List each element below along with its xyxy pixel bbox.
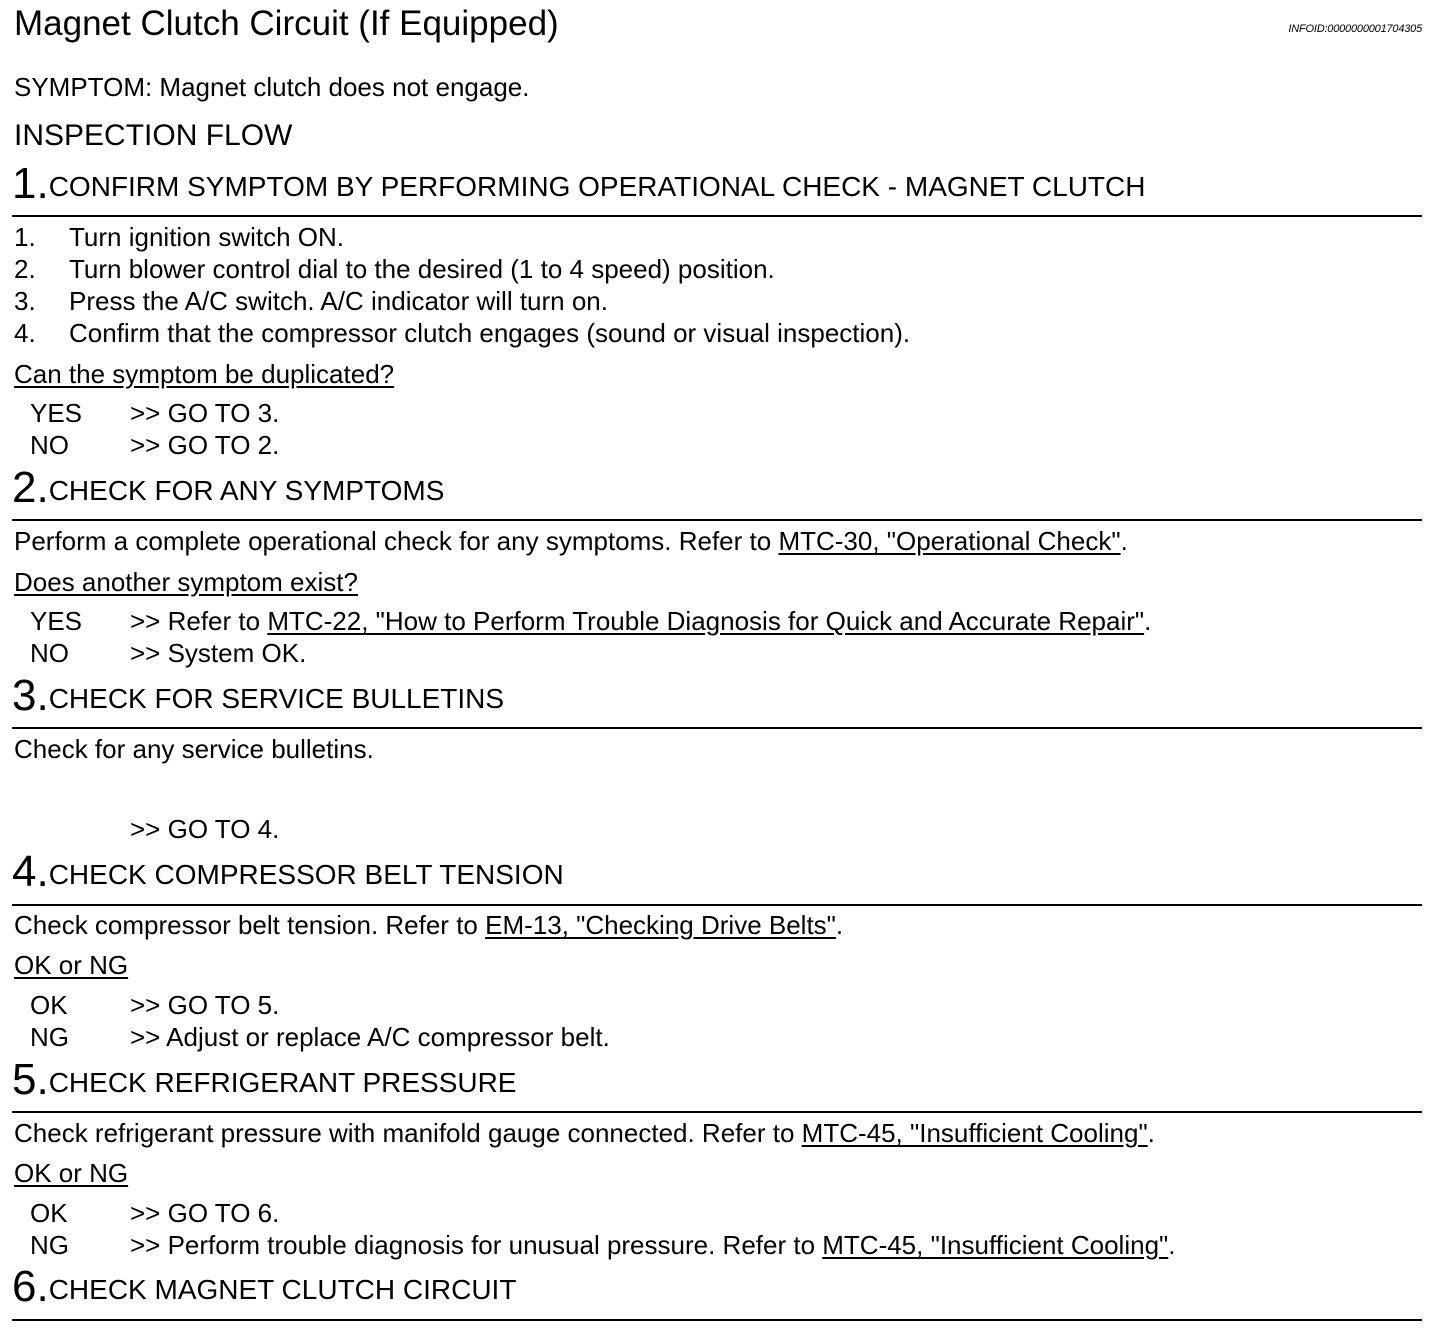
- step-5-title: CHECK REFRIGERANT PRESSURE: [48, 1067, 517, 1098]
- step-2-heading: [12, 463, 445, 512]
- answer-text-suffix: .: [1144, 606, 1152, 636]
- step-5-answer-ng: [30, 1230, 1176, 1260]
- step-4-heading: [12, 847, 564, 896]
- link-mtc-22-trouble-diagnosis[interactable]: MTC-22, "How to Perform Trouble Diagnosis for Quick and Accurate Repair": [267, 606, 1145, 636]
- step-5-divider: [12, 1111, 1422, 1113]
- answer-text: >> Perform trouble diagnosis for unusual pressure. Refer to: [130, 1230, 823, 1260]
- link-em-13-checking-drive-belts[interactable]: EM-13, "Checking Drive Belts": [485, 910, 836, 940]
- answer-label: NG: [30, 1022, 69, 1052]
- answer-label: OK: [30, 1198, 68, 1228]
- step-2-question: Does another symptom exist?: [14, 567, 358, 597]
- link-mtc-45-insufficient-cooling[interactable]: MTC-45, "Insufficient Cooling": [801, 1118, 1148, 1148]
- step-5-question: OK or NG: [14, 1158, 129, 1188]
- step-1-divider: [12, 215, 1422, 217]
- step-5-answer-ok: [30, 1198, 279, 1228]
- step-6-divider: [12, 1319, 1422, 1321]
- info-id: INFOID:0000000001704305: [1288, 23, 1422, 35]
- body-text: Check refrigerant pressure with manifold gauge connected. Refer to: [14, 1118, 802, 1148]
- list-item-number: 3.: [14, 286, 36, 316]
- list-item-number: 4.: [14, 318, 36, 348]
- step-4-number: 4.: [12, 847, 49, 896]
- list-item-text: Turn blower control dial to the desired (1 to 4 speed) position.: [69, 254, 775, 284]
- step-1-item-3: [14, 286, 608, 316]
- step-4-question: OK or NG: [14, 950, 129, 980]
- answer-label: OK: [30, 990, 68, 1020]
- step-4-body: [14, 910, 843, 940]
- link-mtc-30-operational-check[interactable]: MTC-30, "Operational Check": [778, 526, 1121, 556]
- step-1-heading: [12, 159, 1146, 208]
- step-2-answer-no: [30, 638, 306, 668]
- step-2-title: CHECK FOR ANY SYMPTOMS: [48, 475, 445, 506]
- answer-text: >> System OK.: [130, 638, 307, 668]
- step-4-answer-ng: [30, 1022, 610, 1052]
- step-2-divider: [12, 519, 1422, 521]
- body-text-suffix: .: [1120, 526, 1128, 556]
- answer-label: NG: [30, 1230, 69, 1260]
- step-3-heading: [12, 671, 505, 720]
- step-3-title: CHECK FOR SERVICE BULLETINS: [48, 683, 505, 714]
- step-6-title: CHECK MAGNET CLUTCH CIRCUIT: [48, 1274, 517, 1305]
- page-title: Magnet Clutch Circuit (If Equipped): [14, 4, 559, 43]
- step-3-answer: >> GO TO 4.: [130, 814, 280, 844]
- body-text: Perform a complete operational check for any symptoms. Refer to: [14, 526, 779, 556]
- link-mtc-45-insufficient-cooling[interactable]: MTC-45, "Insufficient Cooling": [822, 1230, 1169, 1260]
- answer-label: NO: [30, 430, 69, 460]
- step-6-heading: [12, 1262, 517, 1311]
- step-1-question: Can the symptom be duplicated?: [14, 359, 395, 389]
- body-text: Check compressor belt tension. Refer to: [14, 910, 486, 940]
- step-2-answer-yes: [30, 606, 1151, 636]
- answer-label: NO: [30, 638, 69, 668]
- body-text-suffix: .: [835, 910, 844, 940]
- step-1-answer-yes: [30, 398, 279, 428]
- step-2-number: 2.: [12, 463, 49, 512]
- list-item-number: 1.: [14, 222, 36, 252]
- step-1-item-4: [14, 318, 910, 348]
- step-2-body: [14, 526, 1128, 556]
- step-4-title: CHECK COMPRESSOR BELT TENSION: [48, 859, 564, 890]
- list-item-text: Turn ignition switch ON.: [69, 222, 345, 252]
- symptom-text: SYMPTOM: Magnet clutch does not engage.: [14, 72, 530, 102]
- step-3-divider: [12, 727, 1422, 729]
- step-5-number: 5.: [12, 1055, 49, 1104]
- inspection-flow-heading: INSPECTION FLOW: [14, 119, 293, 152]
- answer-label: YES: [30, 606, 83, 636]
- step-5-heading: [12, 1055, 517, 1104]
- step-3-body: Check for any service bulletins.: [14, 734, 374, 764]
- answer-text: >> GO TO 2.: [130, 430, 280, 460]
- answer-text: >> GO TO 3.: [130, 398, 280, 428]
- answer-text: >> GO TO 5.: [130, 990, 280, 1020]
- step-1-title: CONFIRM SYMPTOM BY PERFORMING OPERATIONAL CHECK - MAGNET CLUTCH: [48, 171, 1146, 202]
- answer-label: YES: [30, 398, 83, 428]
- answer-text-suffix: .: [1168, 1230, 1176, 1260]
- step-6-number: 6.: [12, 1262, 49, 1311]
- answer-text: >> Adjust or replace A/C compressor belt.: [130, 1022, 610, 1052]
- step-5-body: [14, 1118, 1155, 1148]
- answer-text: >> Refer to: [130, 606, 268, 636]
- list-item-text: Confirm that the compressor clutch engages (sound or visual inspection).: [69, 318, 911, 348]
- step-4-divider: [12, 904, 1422, 906]
- step-1-item-2: [14, 254, 775, 284]
- step-3-number: 3.: [12, 671, 49, 720]
- step-1-number: 1.: [12, 159, 49, 208]
- body-text-suffix: .: [1147, 1118, 1155, 1148]
- step-1-item-1: [14, 222, 344, 252]
- list-item-text: Press the A/C switch. A/C indicator will turn on.: [69, 286, 608, 316]
- answer-text: >> GO TO 6.: [130, 1198, 280, 1228]
- step-4-answer-ok: [30, 990, 279, 1020]
- list-item-number: 2.: [14, 254, 36, 284]
- step-1-answer-no: [30, 430, 279, 460]
